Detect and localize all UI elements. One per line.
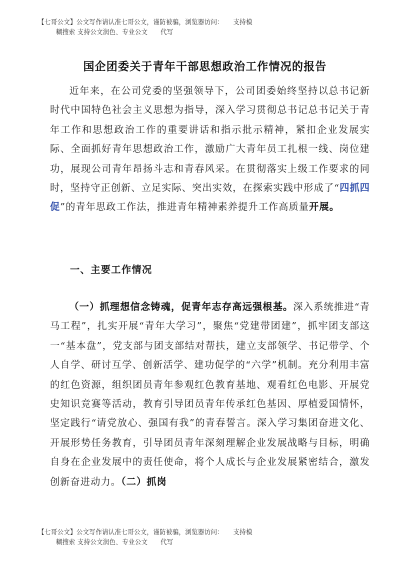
intro-highlight-term: 四抓四促 xyxy=(50,183,371,214)
intro-text-after: ”的青年思政工作法，推进青年精神素养提升工作高质量 xyxy=(60,202,310,214)
footer-watermark-note xyxy=(38,528,380,548)
document-title: 国企团委关于青年干部思想政治工作情况的报告 xyxy=(83,60,327,73)
intro-paragraph xyxy=(50,82,370,218)
section1-paragraph xyxy=(50,298,370,492)
header-watermark-note xyxy=(38,18,380,38)
paragraph-lead-heading: （一）抓理想信念铸魂，促青年志存高远强根基。 xyxy=(69,302,294,313)
footer-note-line-2: 糊搜索 支持公文润色、专业公文 代写 xyxy=(56,539,174,546)
paragraph-body-text: 深入系统推进“青马工程”，扎实开展“青年大学习”，聚焦“党建带团建”，抓牢团支部这一“基本盘”，党支部与团支部结对帮扶，建立支部领学、书记带学、个人自学、研讨互学、创新活学、建功促学的“六学”机制。充分利用丰富的红色资源，组织团员青年参观红色教育基地、观看红色电影、开展党史知识竞赛等活动，教育引导团员青年传承红色基因、厚植爱国情怀，坚定践行“请党放心、强国有我”的青春誓言。深入学习集团奋进文化、开展形势任务教育，引导团员青年深刻理解企业发展战略与目标，明确自身在企业发展中的责任使命，将个人成长与企业发展紧密结合，激发创新奋进动力。 xyxy=(50,302,370,488)
footer-note-line-1: 【七哥公文】公文写作请认准七哥公文，谨防被骗，浏览器访问： 支持模 xyxy=(38,529,253,536)
intro-text-before: 近年来，在公司党委的坚强领导下，公司团委始终坚持以总书记新时代中国特色社会主义思想为指导，深入学习贯彻总书记总书记关于青年工作和思想政治工作的重要讲话和指示批示精神，紧扣企业发展实际、全面抓好青年思想政治工作，激励广大青年员工扎根一线、岗位建功，展现公司青年昂扬斗志和青春风采。在贯彻落实上级工作要求的同时，坚持守正创新、立足实际、突出实效，在探索实践中形成了“ xyxy=(50,86,370,195)
header-note-line-2: 糊搜索 支持公文润色、专业公文 代写 xyxy=(56,29,174,36)
section-heading: 一、主要工作情况 xyxy=(70,265,153,276)
next-subheading-start: （二）抓岗 xyxy=(121,476,167,488)
intro-bold-ending: 开展。 xyxy=(309,202,340,214)
header-note-line-1: 【七哥公文】公文写作请认准七哥公文，谨防被骗，浏览器访问： 支持模 xyxy=(38,19,253,26)
